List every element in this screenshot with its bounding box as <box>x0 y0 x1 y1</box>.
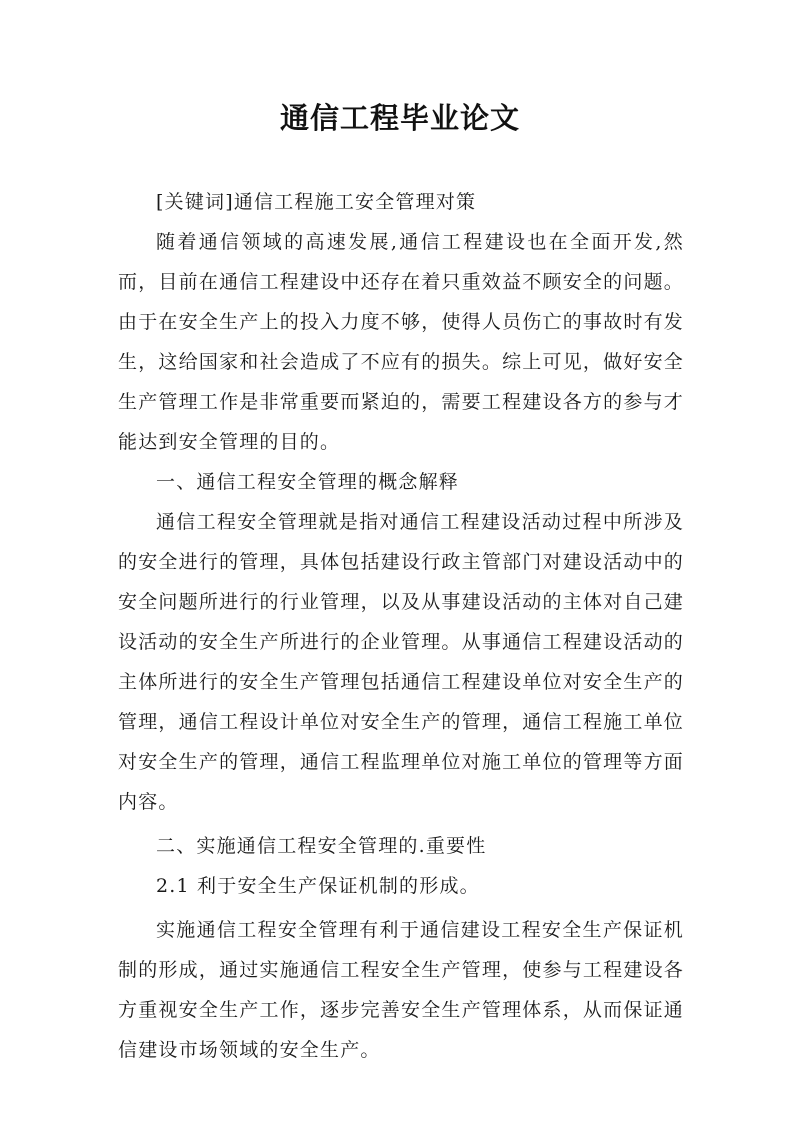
document-body <box>118 182 684 1070</box>
body-paragraph-importance: 实施通信工程安全管理有利于通信建设工程安全生产保证机制的形成，通过实施通信工程安全生产管理，使参与工程建设各方重视安全生产工作，逐步完善安全生产管理体系，从而保证通信建设市场领域的安全生产。 <box>118 919 684 1061</box>
document-title: 通信工程毕业论文 <box>279 101 520 135</box>
subsection-heading-2-1: 2.1 利于安全生产保证机制的形成。 <box>156 875 480 897</box>
body-paragraph-intro: 随着通信领域的高速发展,通信工程建设也在全面开发,然而，目前在通信工程建设中还存在着只重效益不顾安全的问题。由于在安全生产上的投入力度不够，使得人员伤亡的事故时有发生，这给国家和社会造成了不应有的损失。综上可见，做好安全生产管理工作是非常重要而紧迫的，需要工程建设各方的参与才能达到安全管理的目的。 <box>118 231 684 453</box>
keywords-line: [关键词]通信工程施工安全管理对策 <box>156 191 477 213</box>
section-heading-1: 一、通信工程安全管理的概念解释 <box>156 471 460 493</box>
section-heading-2: 二、实施通信工程安全管理的.重要性 <box>156 835 487 857</box>
body-paragraph-concept: 通信工程安全管理就是指对通信工程建设活动过程中所涉及的安全进行的管理，具体包括建设行政主管部门对建设活动中的安全问题所进行的行业管理，以及从事建设活动的主体对自己建设活动的安全生产所进行的企业管理。从事通信工程建设活动的主体所进行的安全生产管理包括通信工程建设单位对安全生产的管理，通信工程设计单位对安全生产的管理，通信工程施工单位对安全生产的管理，通信工程监理单位对施工单位的管理等方面内容。 <box>118 511 684 813</box>
